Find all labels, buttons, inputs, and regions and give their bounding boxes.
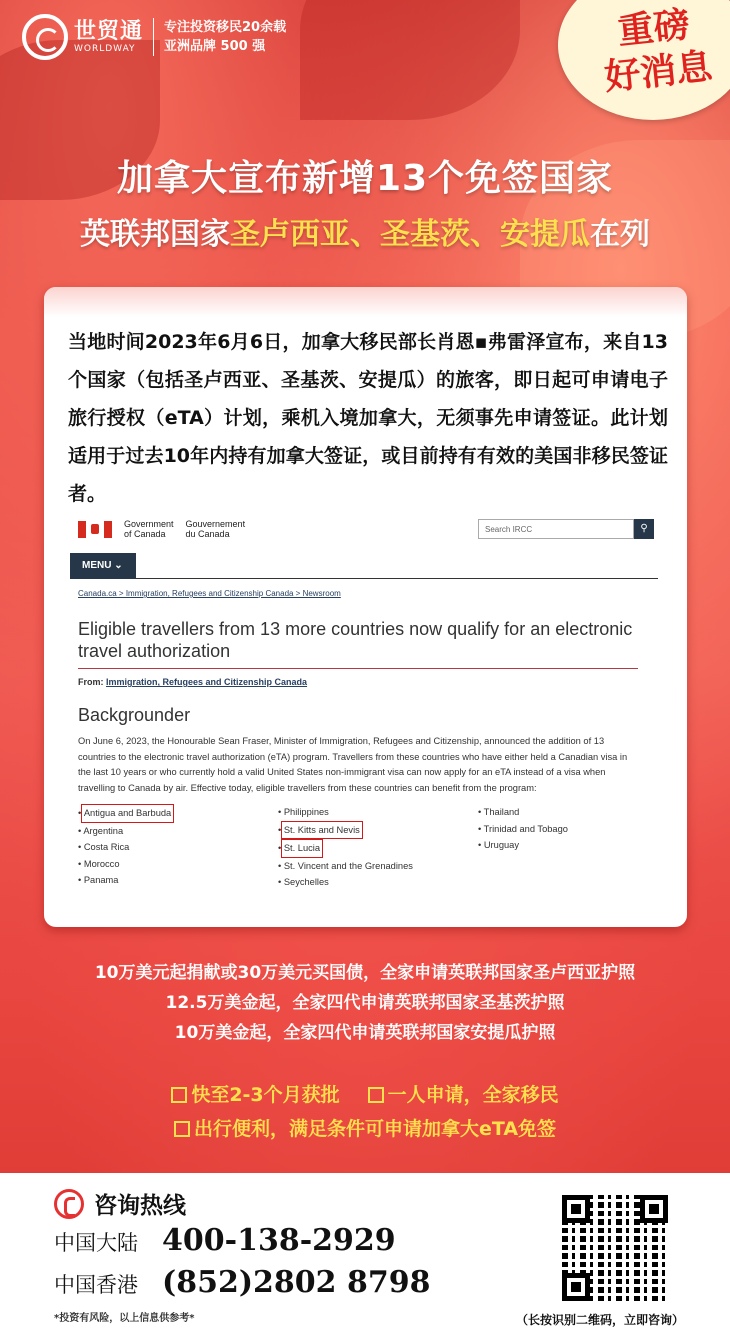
country-list <box>78 804 658 891</box>
logo-icon <box>22 14 68 60</box>
checkbox-icon <box>368 1087 384 1103</box>
gov-name-en: Government of Canada <box>124 519 174 539</box>
country-item: • Costa Rica <box>78 839 278 856</box>
hotline-heading <box>54 1187 186 1220</box>
country-item: • St. Kitts and Nevis <box>278 821 478 840</box>
country-item: • Uruguay <box>478 837 568 854</box>
mainland-phone[interactable] <box>54 1223 396 1258</box>
country-item: • Panama <box>78 872 278 889</box>
hk-phone[interactable] <box>54 1265 430 1300</box>
gov-name-fr: Gouvernement du Canada <box>185 519 246 539</box>
breadcrumb: Canada.ca > Immigration, Refugees and Citizenship Canada > Newsroom <box>78 589 341 598</box>
news-card <box>44 287 687 927</box>
slogan <box>164 18 286 56</box>
country-column <box>278 804 478 891</box>
contact-footer <box>0 1173 730 1344</box>
qr-finder <box>562 1195 590 1223</box>
qr-caption: （长按识别二维码，立即咨询） <box>516 1313 685 1327</box>
offer-line: 10万美金起，全家四代申请英联邦国家安提瓜护照 <box>174 1023 556 1043</box>
slogan-line: 亚洲品牌 500 强 <box>164 39 266 54</box>
article-title: Eligible travellers from 13 more countries now qualify for an electronic travel authorization <box>78 618 638 669</box>
country-item: • Philippines <box>278 804 478 821</box>
country-item: • Morocco <box>78 856 278 873</box>
qr-finder <box>562 1273 590 1301</box>
offer-line: 12.5万美金起，全家四代申请英联邦国家圣基茨护照 <box>165 993 565 1013</box>
phone-region: 中国香港 <box>54 1273 138 1297</box>
qr-finder <box>640 1195 668 1223</box>
phone-icon <box>54 1189 84 1219</box>
subtitle-text: 英联邦国家 <box>80 217 230 252</box>
intro-text: 当地时间2023年6月6日，加拿大移民部长肖恩▪弗雷泽宣布，来自13个国家（包括圣卢西亚、圣基茨、安提瓜）的旅客，即日起可申请电子旅行授权（eTA）计划，乘机入境加拿大，无须事先申请签证。此计划适用于过去10年内持有加拿大签证，或目前持有有效的美国非移民签证者。 <box>68 331 668 505</box>
country-item: • Argentina <box>78 823 278 840</box>
badge-line: 好消息 <box>602 45 715 99</box>
article-body: On June 6, 2023, the Honourable Sean Fraser, Minister of Immigration, Refugees and Citizenship, announced the addition of 13 countries to the electronic travel authorization (eTA) program. Travellers from these countries who have either held a Canadian visa in the last 10 years or who currently hold a valid United States non-immigrant visa can now apply for an eTA instead of a visa when travelling to Canada by air. Effective today, eligible travellers from these countries can benefit from the program: <box>78 736 628 793</box>
headline-title: 加拿大宣布新增13个免签国家 <box>116 158 614 199</box>
hotline-label: 咨询热线 <box>94 1193 186 1219</box>
headline <box>0 150 730 253</box>
phone-number[interactable]: 400-138-2929 <box>162 1223 396 1258</box>
checkbox-icon <box>174 1121 190 1137</box>
logo-english: WORLDWAY <box>74 44 136 54</box>
subtitle-text: 在列 <box>590 217 650 252</box>
offer-list <box>0 958 730 1048</box>
headline-subtitle <box>0 209 730 253</box>
maple-leaf-decoration <box>300 0 520 120</box>
brand-logo <box>22 14 286 60</box>
benefit-item: 出行便利，满足条件可申请加拿大eTA免签 <box>174 1118 556 1140</box>
search-input: Search IRCC <box>478 519 634 539</box>
disclaimer: *投资有风险，以上信息供参考* <box>54 1313 195 1324</box>
menu-bar <box>78 553 658 579</box>
search-icon: ⚲ <box>634 519 654 539</box>
country-item: • Trinidad and Tobago <box>478 821 568 838</box>
subtitle-highlight: 圣卢西亚、圣基茨、安提瓜 <box>230 217 590 252</box>
logo-name: 世贸通 <box>74 19 144 44</box>
menu-button: MENU ⌄ <box>70 553 136 579</box>
news-badge-text <box>598 1 715 100</box>
badge-line: 重磅 <box>615 3 692 53</box>
section-heading: Backgrounder <box>78 705 191 725</box>
phone-region: 中国大陆 <box>54 1231 138 1255</box>
offer-line: 10万美元起捐献或30万美元买国债，全家申请英联邦国家圣卢西亚护照 <box>94 963 636 983</box>
benefit-item: 快至2-3个月获批 <box>171 1084 339 1106</box>
checkbox-icon <box>171 1087 187 1103</box>
country-column <box>478 804 568 891</box>
country-item: • Thailand <box>478 804 568 821</box>
gov-header <box>78 519 658 539</box>
country-item: • St. Lucia <box>278 839 478 858</box>
search-box <box>478 519 654 539</box>
benefit-list <box>0 1078 730 1146</box>
benefit-item: 一人申请，全家移民 <box>368 1084 559 1106</box>
country-column <box>78 804 278 891</box>
country-item: • Seychelles <box>278 874 478 891</box>
phone-number[interactable]: (852)2802 8798 <box>162 1265 431 1300</box>
canada-flag-icon <box>78 521 112 538</box>
ircc-screenshot <box>78 519 658 919</box>
logo-divider <box>153 18 154 56</box>
country-item: • St. Vincent and the Grenadines <box>278 858 478 875</box>
source-link: Immigration, Refugees and Citizenship Canada <box>106 677 308 687</box>
slogan-line: 专注投资移民20余载 <box>164 20 287 35</box>
article-source: From: Immigration, Refugees and Citizenship Canada <box>78 677 308 687</box>
country-item: • Antigua and Barbuda <box>78 804 278 823</box>
